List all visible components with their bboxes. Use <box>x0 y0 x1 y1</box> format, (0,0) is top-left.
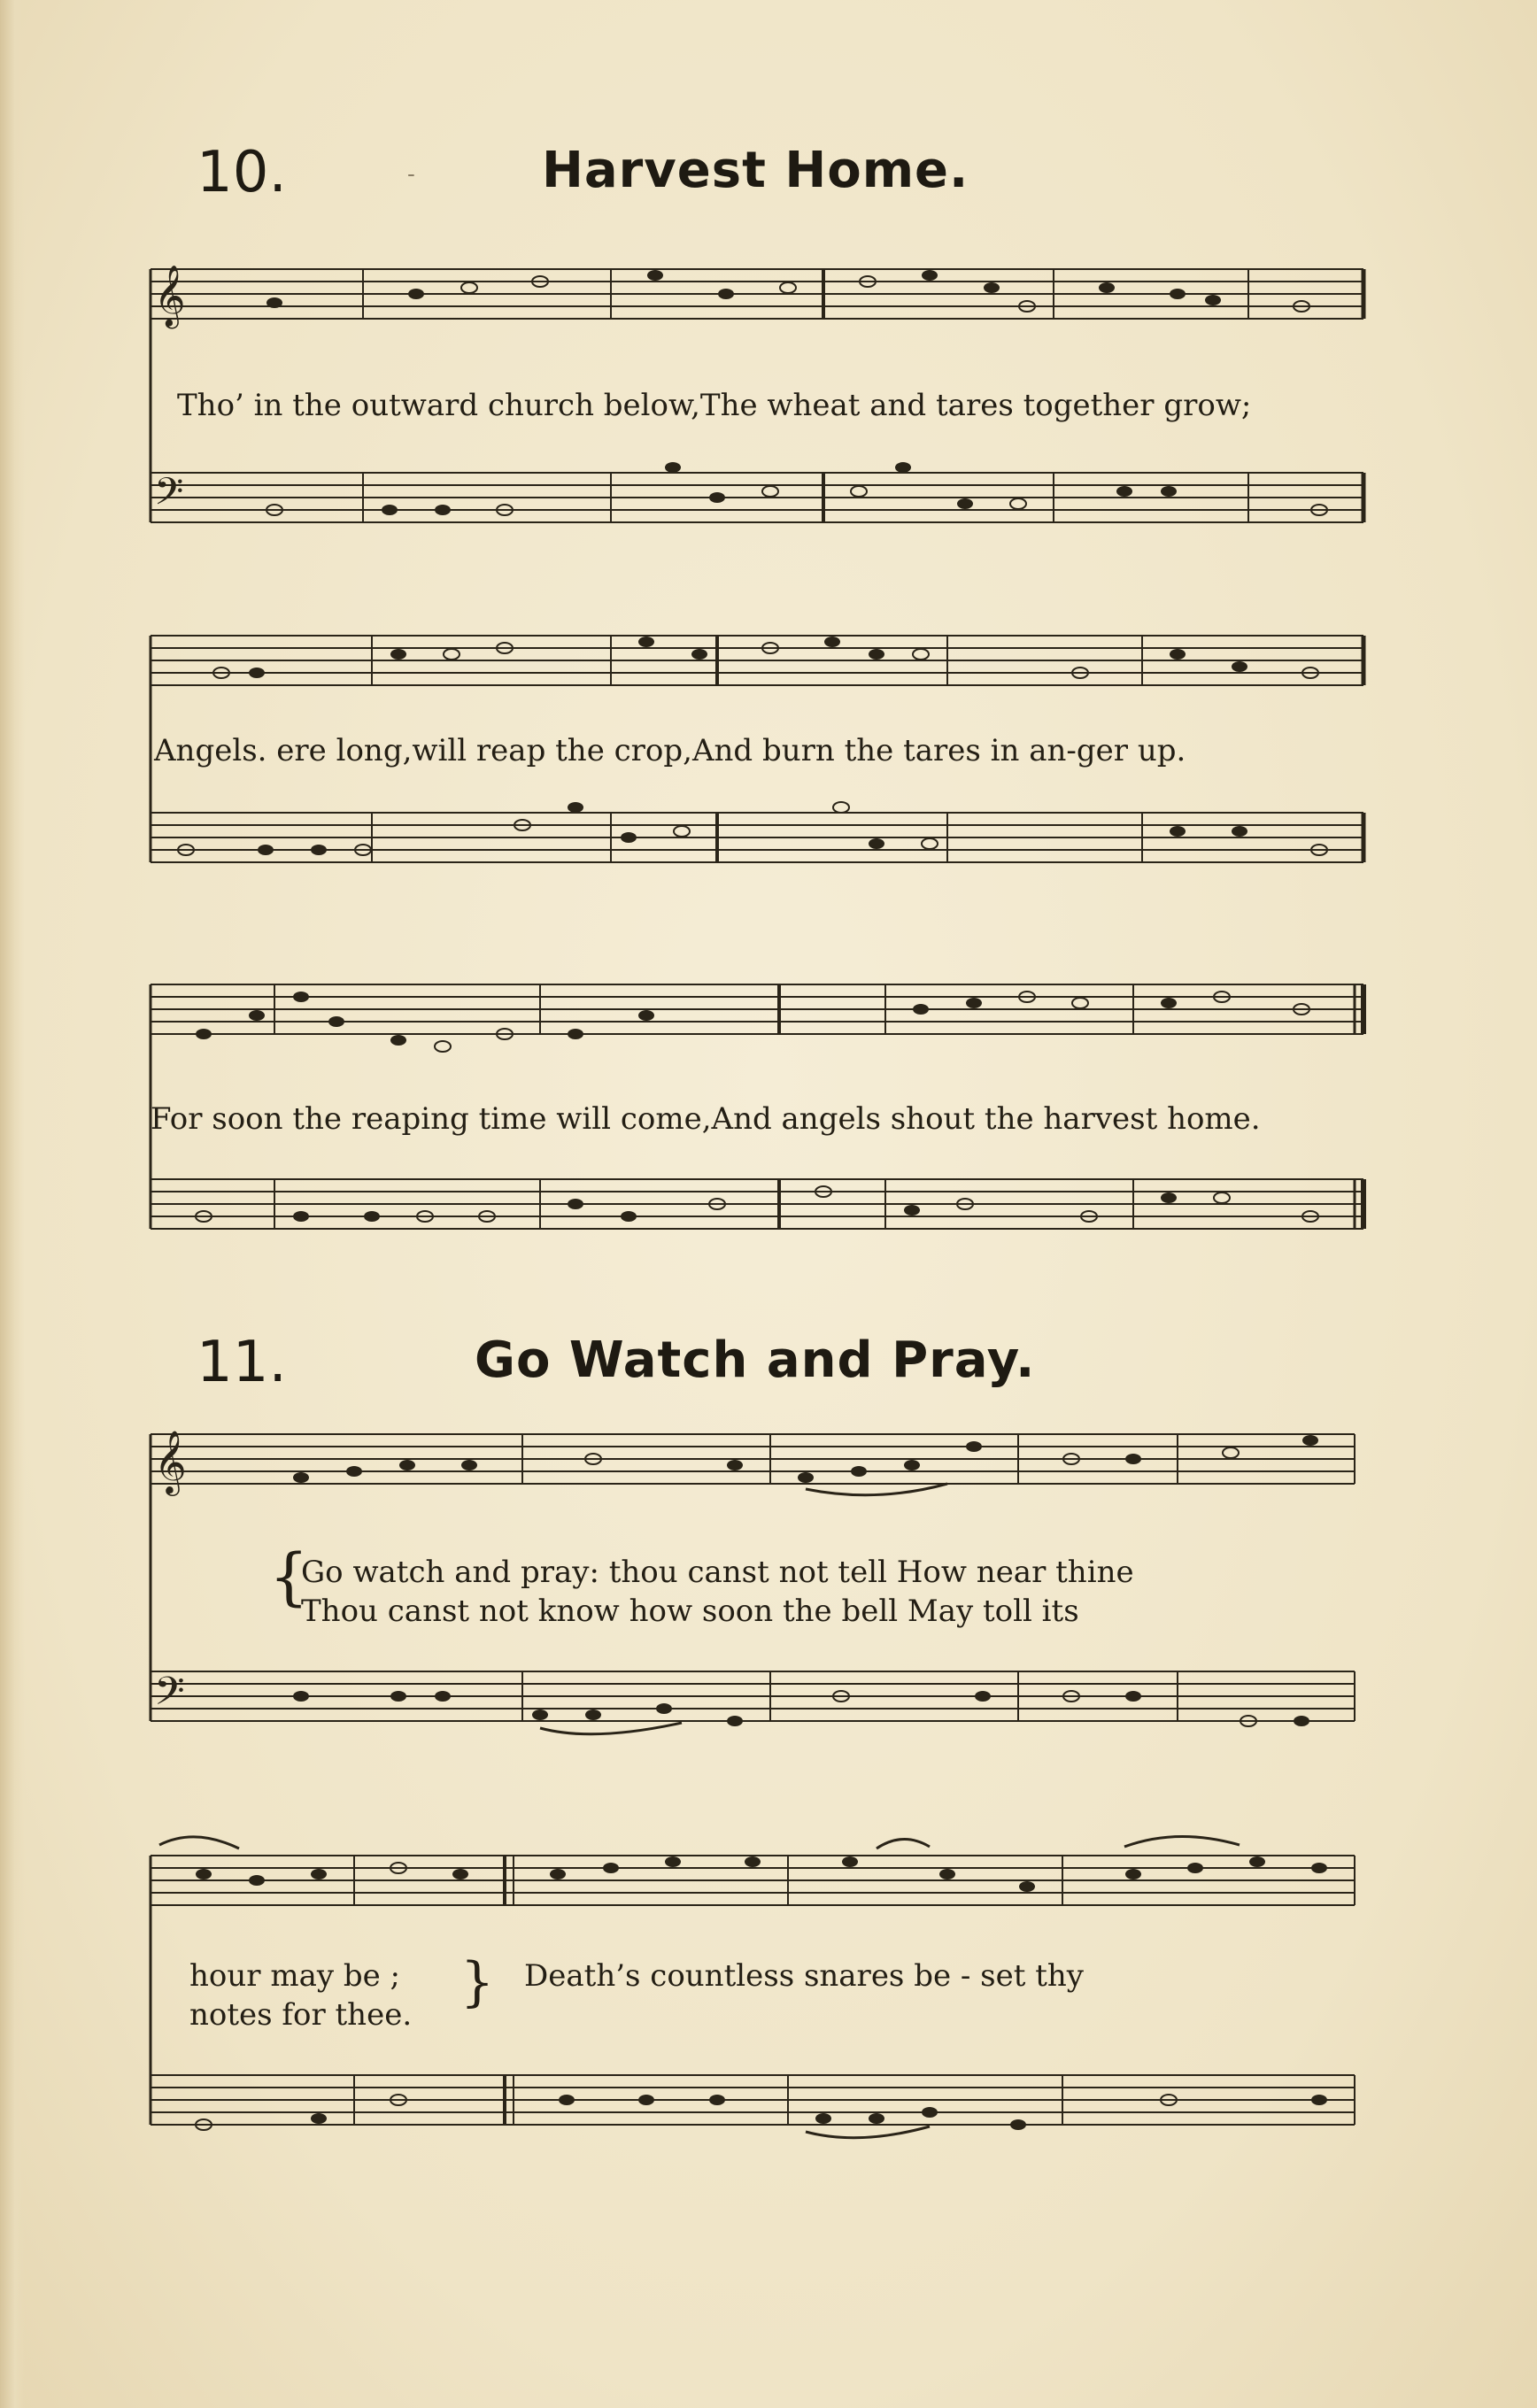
hymn-11-lyric-verse-1-c: Death’s countless snares be - set thy <box>524 1958 1084 1994</box>
hymn-11-lyric-verse-1-b: hour may be ; <box>189 1958 400 1994</box>
svg-text:𝄢: 𝄢 <box>154 470 184 523</box>
svg-text:𝄢: 𝄢 <box>154 1668 185 1724</box>
svg-text:𝄞: 𝄞 <box>154 265 186 327</box>
hymn-10-lyric-line-1: Tho’ in the outward church below,The wheat and tares together grow; <box>177 388 1252 423</box>
hymn-11-lyric-verse-2-a: Thou canst not know how soon the bell May toll its <box>301 1594 1079 1629</box>
header-dash: - <box>407 161 415 188</box>
brace-left: { <box>269 1540 309 1613</box>
svg-text:𝄞: 𝄞 <box>154 1429 187 1493</box>
hymn-11-lyric-verse-2-b: notes for thee. <box>189 1997 413 2033</box>
hymn-10-lyric-line-3: For soon the reaping time will come,And angels shout the harvest home. <box>151 1101 1261 1137</box>
hymn-10-lyric-line-2: Angels. ere long,will reap the crop,And burn the tares in an-ger up. <box>154 733 1186 768</box>
hymn-10-number: 10. <box>197 140 287 205</box>
page-edge <box>0 0 25 2408</box>
bass-staff <box>151 462 1363 523</box>
hymn-11-lyric-verse-1-a: Go watch and pray: thou canst not tell How near thine <box>301 1555 1134 1590</box>
hymn-11-number: 11. <box>197 1330 287 1395</box>
treble-staff <box>151 265 1363 328</box>
brace-right: } <box>460 1951 495 2013</box>
hymn-11-title: Go Watch and Pray. <box>475 1331 1036 1389</box>
hymn-10-title: Harvest Home. <box>542 142 969 199</box>
hymn-11-system-1 <box>133 1424 1363 1760</box>
